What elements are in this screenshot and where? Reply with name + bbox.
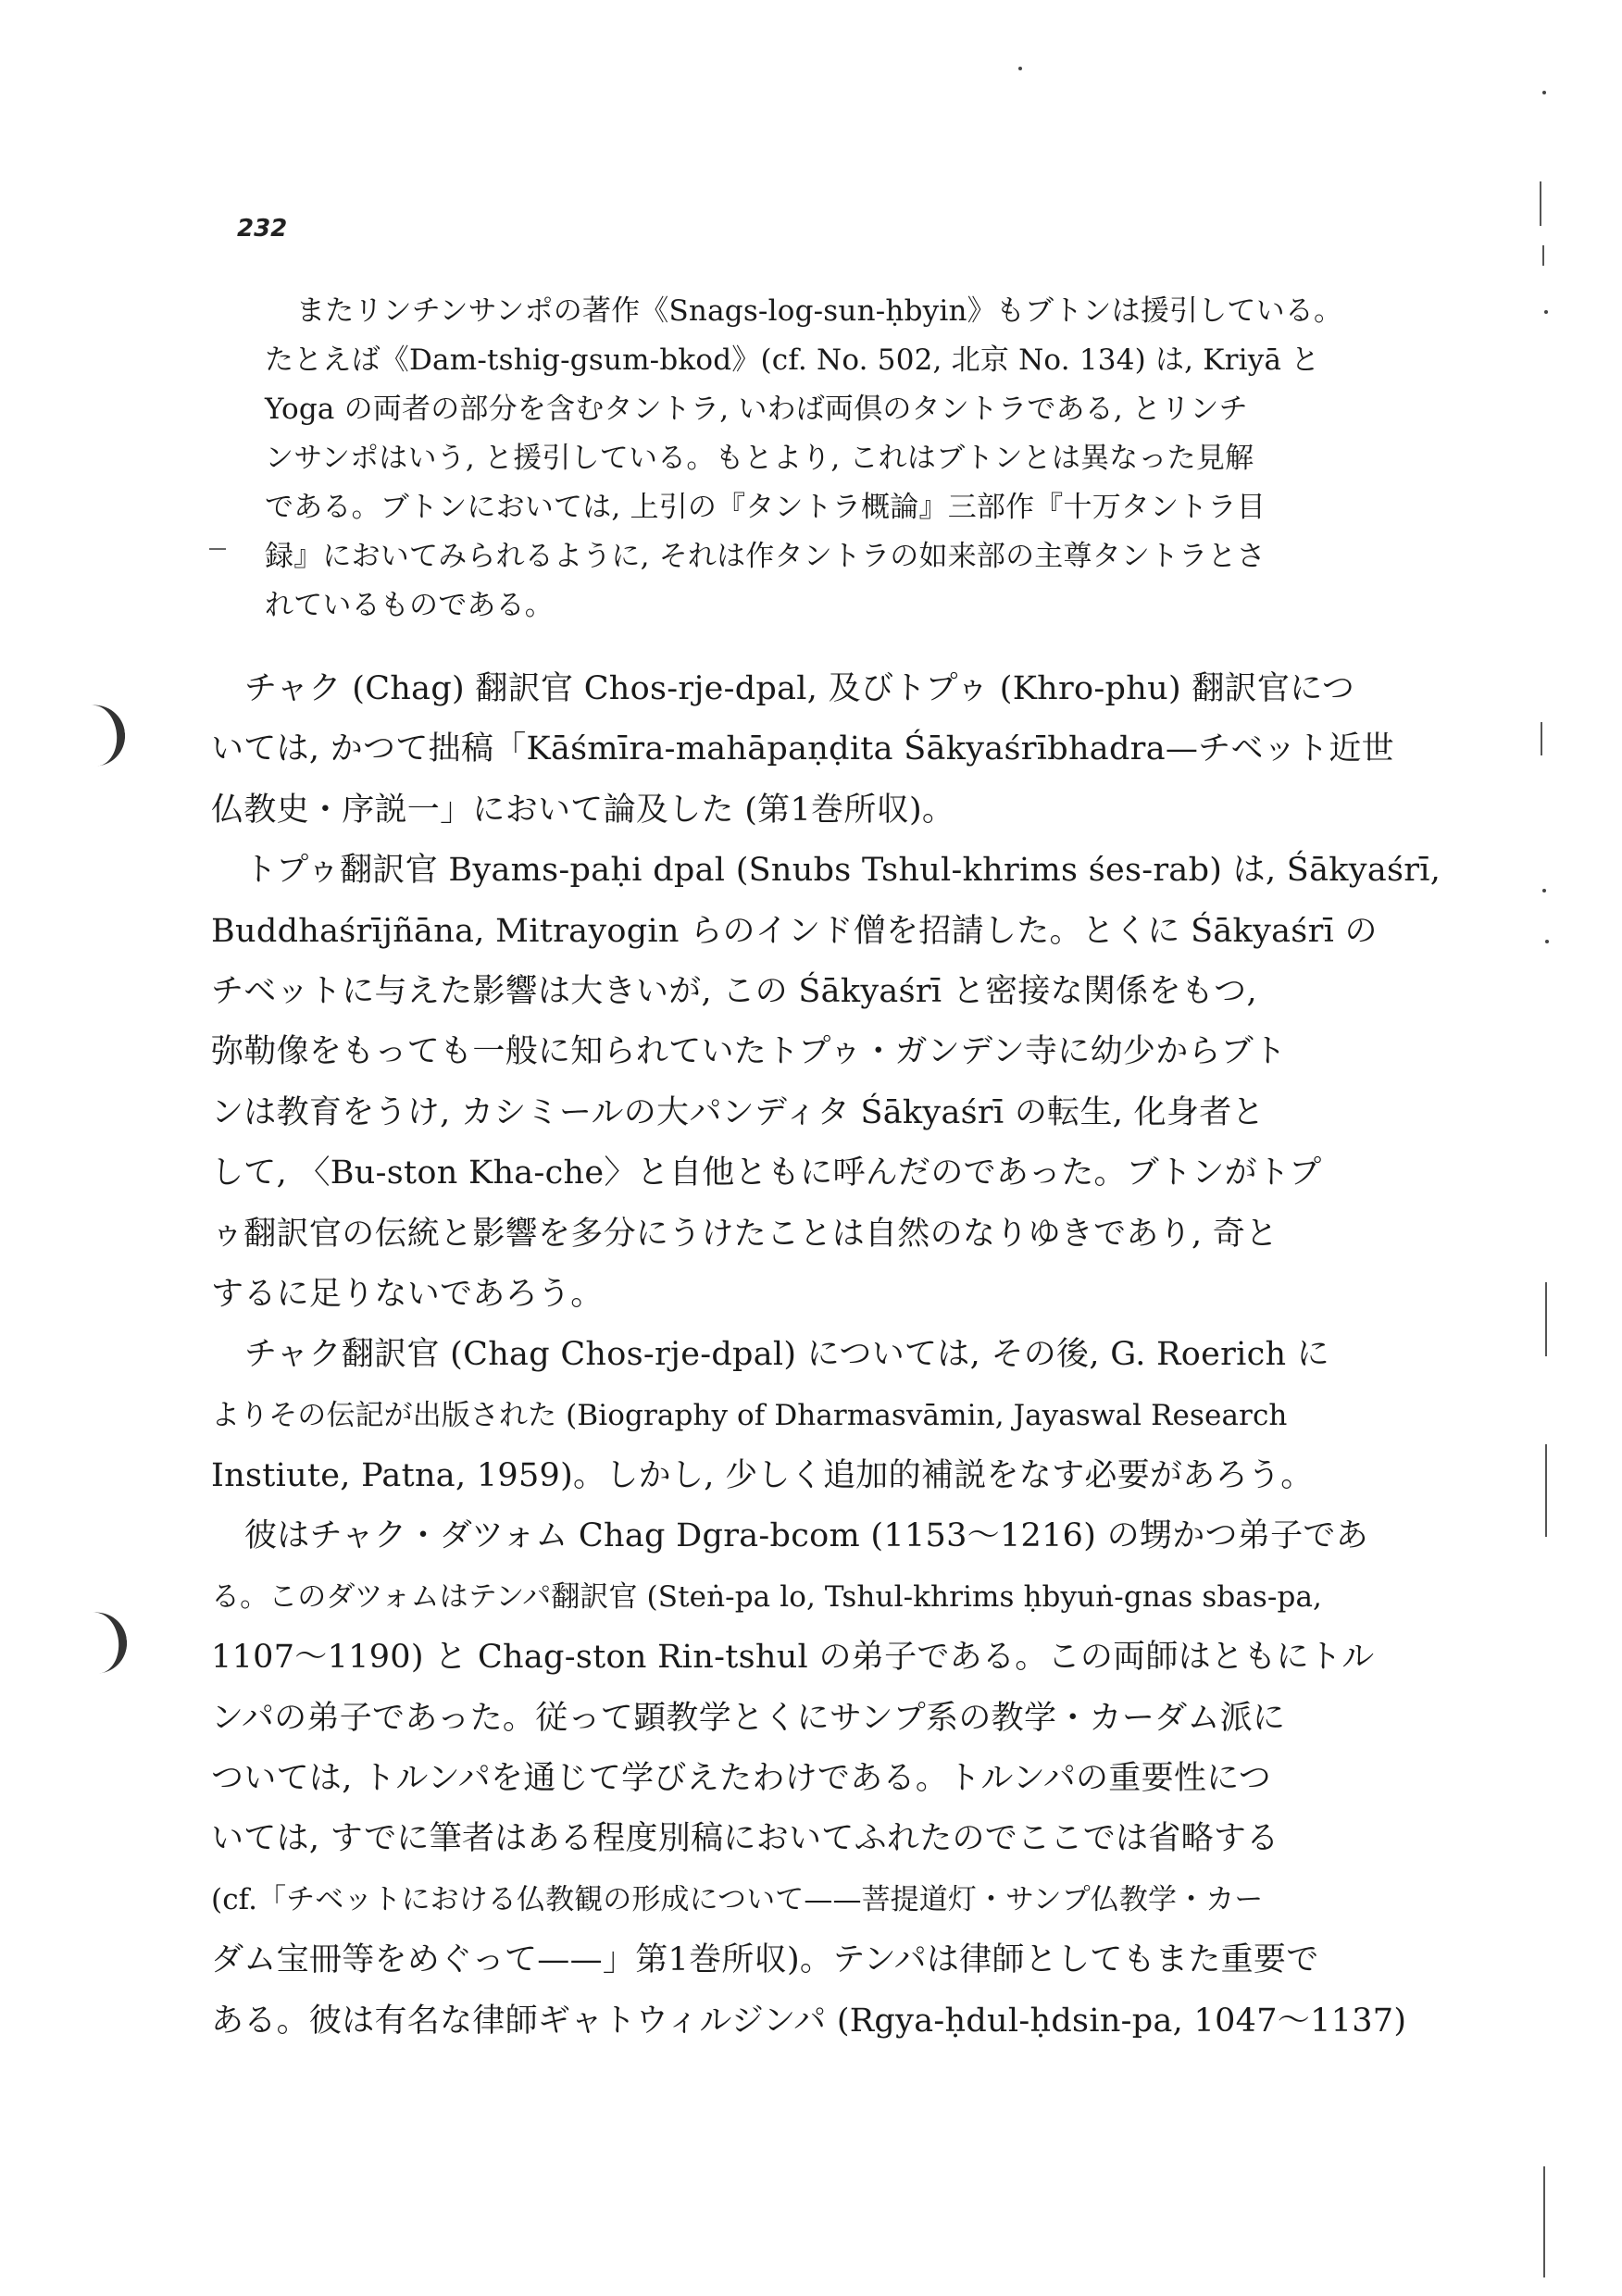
body-line: (cf.「チベットにおける仏教観の形成について——菩提道灯・サンプ仏教学・カー <box>211 1882 1264 1916</box>
quote-line: またリンチンサンポの著作《Snags-log-sun-ḥbyin》もブトンは援引している。 <box>296 294 1343 328</box>
body-line: Instiute, Patna, 1959)。しかし, 少しく追加的補説をなす必要があろう。 <box>211 1457 1314 1495</box>
quote-line: Yoga の両者の部分を含むタントラ, いわば両倶のタントラである, とリンチ <box>265 393 1248 426</box>
quote-line: 録』においてみられるように, それは作タントラの如来部の主尊タントラとさ <box>265 540 1266 573</box>
body-line: 弥勒像をもっても一般に知られていたトプゥ・ガンデン寺に幼少からブト <box>211 1033 1287 1071</box>
scan-edge-mark <box>1540 181 1541 226</box>
body-line: チャク翻訳官 (Chag Chos-rje-dpal) については, その後, G. Roerich に <box>244 1336 1330 1374</box>
body-line: いては, すでに筆者はある程度別稿においてふれたのでここでは省略する <box>211 1820 1279 1858</box>
scan-dot-mark <box>1544 310 1548 314</box>
page-number: 232 <box>237 215 288 243</box>
body-line: 彼はチャク・ダツォム Chag Dgra-bcom (1153〜1216) の甥かつ弟子であ <box>244 1517 1369 1555</box>
quote-line: れているものである。 <box>265 589 554 622</box>
body-line: 仏教史・序説一」において論及した (第1巻所収)。 <box>211 791 955 829</box>
quote-line: である。ブトンにおいては, 上引の『タントラ概論』三部作『十万タントラ目 <box>265 491 1266 524</box>
body-line: ゥ翻訳官の伝統と影響を多分にうけたことは自然のなりゆきであり, 奇と <box>211 1215 1279 1253</box>
quote-line: ンサンポはいう, と援引している。もとより, これはブトンとは異なった見解 <box>265 442 1254 475</box>
scan-edge-mark <box>1543 2166 1545 2277</box>
body-line: チャク (Chag) 翻訳官 Chos-rje-dpal, 及びトプゥ (Khro-phu) 翻訳官につ <box>244 670 1355 707</box>
scan-edge-mark <box>1545 1444 1547 1537</box>
body-line: ある。彼は有名な律師ギャトウィルジンパ (Rgya-ḥdul-ḥdsin-pa, 1047〜1137) <box>211 2002 1407 2040</box>
body-line: よりその伝記が出版された (Biography of Dharmasvāmin, Jayaswal Research <box>211 1398 1288 1432</box>
body-line: 1107〜1190) と Chag-ston Rin-tshul の弟子である。この両師はともにトル <box>211 1639 1375 1677</box>
body-line: するに足りないであろう。 <box>211 1275 604 1313</box>
scan-dot-mark <box>1542 889 1546 892</box>
body-line: して, 〈Bu-ston Kha-che〉と自他ともに呼んだのであった。ブトンがトプ <box>211 1154 1322 1192</box>
body-line: ンは教育をうけ, カシミールの大パンディタ Śākyaśrī の転生, 化身者と <box>211 1093 1265 1131</box>
scan-edge-mark <box>1542 245 1544 266</box>
scan-dot-mark <box>1018 67 1022 70</box>
binding-curl-mark <box>90 702 129 766</box>
scan-dot-mark <box>1545 940 1549 943</box>
body-line: いては, かつて拙稿「Kāśmīra-mahāpaṇḍita Śākyaśrībhadra—チベット近世 <box>211 730 1394 768</box>
body-line: トプゥ翻訳官 Byams-paḥi dpal (Snubs Tshul-khrims śes-rab) は, Śākyaśrī, <box>244 852 1441 890</box>
body-line: ついては, トルンパを通じて学びえたわけである。トルンパの重要性につ <box>211 1760 1272 1798</box>
body-line: チベットに与えた影響は大きいが, この Śākyaśrī と密接な関係をもつ, <box>211 972 1257 1010</box>
scan-dash-mark <box>209 548 226 550</box>
scan-dot-mark <box>1542 91 1546 94</box>
binding-curl-mark <box>92 1609 131 1673</box>
quote-line: たとえば《Dam-tshig-gsum-bkod》(cf. No. 502, 北京 No. 134) は, Kriyā と <box>265 343 1320 377</box>
scan-edge-mark <box>1545 1282 1547 1356</box>
body-line: ンパの弟子であった。従って顕教学とくにサンプ系の教学・カーダム派に <box>211 1699 1286 1737</box>
body-text <box>211 659 1441 2052</box>
body-line: Buddhaśrījñāna, Mitrayogin らのインド僧を招請した。とくに Śākyaśrī の <box>211 912 1378 950</box>
body-line: る。このダツォムはテンパ翻訳官 (Steṅ-pa lo, Tshul-khrims ḥbyuṅ-gnas sbas-pa, <box>211 1579 1322 1614</box>
scan-edge-mark <box>1541 722 1542 755</box>
body-line: ダム宝冊等をめぐって——」第1巻所収)。テンパは律師としてもまた重要で <box>211 1941 1319 1979</box>
quoted-passage <box>265 287 1341 630</box>
